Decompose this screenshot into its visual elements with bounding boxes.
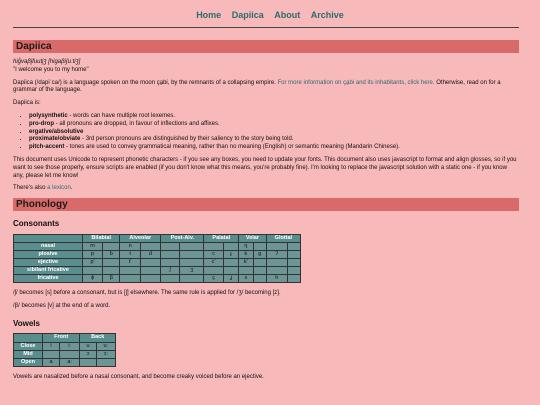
greeting-translation: "I welcome you to my home" xyxy=(13,66,89,73)
feature-term: polysynthetic xyxy=(29,112,68,119)
table-cell xyxy=(266,267,287,275)
table-cell xyxy=(180,250,204,258)
table-cell: ʝ xyxy=(223,275,238,283)
table-cell xyxy=(287,242,300,250)
table-cell xyxy=(80,358,96,366)
table-cell xyxy=(140,275,160,283)
table-cell: n xyxy=(120,242,140,250)
table-cell: c xyxy=(204,250,223,258)
row-header: fricative xyxy=(14,275,83,283)
table-cell xyxy=(223,258,238,266)
table-cell xyxy=(204,267,223,275)
table-cell: k xyxy=(239,250,254,258)
table-cell xyxy=(161,275,180,283)
table-cell: cʼ xyxy=(204,258,223,266)
feature-desc: - words can have multiple root lexemes. xyxy=(67,112,176,119)
column-header: Velar xyxy=(239,234,267,242)
feature-term: ergative/absolutive xyxy=(29,128,84,135)
row-header: sibilant fricative xyxy=(14,267,83,275)
lexicon-line xyxy=(13,185,519,193)
table-cell xyxy=(223,267,238,275)
table-cell: ɸ xyxy=(83,275,103,283)
feature-desc: - all pronouns are dropped, in favour of inflections and affixes. xyxy=(54,120,220,127)
table-cell: ŋ xyxy=(239,242,254,250)
column-header: Post-Alv. xyxy=(161,234,204,242)
table-cell xyxy=(161,258,180,266)
table-cell xyxy=(253,275,266,283)
nav-divider xyxy=(13,27,519,28)
table-cell: ʒ xyxy=(180,267,204,275)
table-cell: β xyxy=(103,275,120,283)
table-cell xyxy=(161,242,180,250)
table-row xyxy=(14,342,116,350)
column-header: Glottal xyxy=(266,234,300,242)
table-cell: t xyxy=(120,250,140,258)
table-cell: ʔ xyxy=(266,250,287,258)
table-cell xyxy=(180,275,204,283)
vowels-heading: Vowels xyxy=(13,318,40,328)
table-cell: b xyxy=(103,250,120,258)
column-header xyxy=(14,334,43,342)
feature-term: pitch-accent xyxy=(29,144,65,151)
consonant-table xyxy=(13,234,301,284)
row-header: Open xyxy=(14,358,43,366)
table-cell xyxy=(287,250,300,258)
nav-dapiica[interactable]: Dapiica xyxy=(231,10,264,20)
greeting xyxy=(13,59,519,75)
lexicon-pre: There's also xyxy=(13,185,48,192)
is-label: Dapiica is: xyxy=(13,100,41,107)
row-header: Close xyxy=(14,342,43,350)
column-header: Back xyxy=(80,334,116,342)
column-header: Palatal xyxy=(204,234,239,242)
table-cell: p xyxy=(83,250,103,258)
section-heading-phonology: Phonology xyxy=(13,198,519,211)
table-cell xyxy=(253,242,266,250)
table-cell: d xyxy=(140,250,160,258)
row-header: plosive xyxy=(14,250,83,258)
table-cell: ç xyxy=(204,275,223,283)
column-header: Front xyxy=(43,334,80,342)
table-cell xyxy=(239,267,254,275)
table-cell xyxy=(287,258,300,266)
table-cell xyxy=(204,242,223,250)
vowel-table xyxy=(13,333,116,367)
table-cell xyxy=(266,242,287,250)
table-cell xyxy=(140,242,160,250)
table-header-row xyxy=(14,334,116,342)
table-cell: a xyxy=(43,358,60,366)
table-cell: ɔ xyxy=(80,350,96,358)
list-item xyxy=(29,113,519,121)
table-cell: aː xyxy=(60,358,80,366)
feature-term: proximate/obviate xyxy=(29,136,81,143)
nav-home[interactable]: Home xyxy=(196,10,222,20)
rule-beta: /β/ becomes [v] at the end of a word. xyxy=(13,303,111,310)
table-cell xyxy=(120,275,140,283)
list-item xyxy=(29,144,519,152)
table-row xyxy=(14,350,116,358)
table-cell xyxy=(253,267,266,275)
table-cell xyxy=(180,242,204,250)
table-row xyxy=(14,358,116,366)
column-header: Alveolar xyxy=(120,234,161,242)
table-cell: u xyxy=(80,342,96,350)
intro-tail: Otherwise, read on for a grammar of the language. xyxy=(13,79,501,94)
table-cell xyxy=(120,267,140,275)
table-cell: iː xyxy=(60,342,80,350)
top-nav xyxy=(0,10,540,22)
table-row xyxy=(14,242,301,250)
intro-paragraph xyxy=(13,80,519,96)
table-cell xyxy=(253,258,266,266)
table-cell xyxy=(140,267,160,275)
table-cell: h xyxy=(266,275,287,283)
table-cell xyxy=(103,258,120,266)
column-header: Bilabial xyxy=(83,234,120,242)
table-cell xyxy=(287,275,300,283)
row-header: ejective xyxy=(14,258,83,266)
list-item xyxy=(29,136,519,144)
row-header: nasal xyxy=(14,242,83,250)
list-item xyxy=(29,121,519,129)
table-row xyxy=(14,250,301,258)
table-cell: ɔː xyxy=(96,350,115,358)
table-cell: kʼ xyxy=(239,258,254,266)
lexicon-post: . xyxy=(70,185,73,192)
table-cell: uː xyxy=(96,342,115,350)
table-header-row xyxy=(14,234,301,242)
feature-desc: - 3rd person pronouns are distinguished by their saliency to the story being told. xyxy=(80,136,294,143)
more-info-link[interactable]: For more information on ça̱bi and its inhabitants, click here. xyxy=(277,79,435,86)
nav-archive[interactable]: Archive xyxy=(310,10,344,20)
table-cell: pʼ xyxy=(83,258,103,266)
rule-sh: /ʃ/ becomes [s] before a consonant, but is [ʃ] elsewhere. The same rule is applied for /ʒ/ becoming [z]. xyxy=(13,290,281,297)
feature-list xyxy=(13,113,519,152)
unicode-note: This document uses Unicode to represent phonetic characters - if you see any boxes, you need to update your fonts. This document also uses javascript to format and align glosses, so if you want to see those properly, ensure scripts are enabled (if you don't know what this means, you're probably fine). I'm looking to replace the javascript solution with a static one - if you know any, please let me know! xyxy=(13,156,517,179)
table-cell xyxy=(43,350,60,358)
table-cell: m xyxy=(83,242,103,250)
table-cell xyxy=(266,258,287,266)
section-heading-dapiica: Dapiica xyxy=(13,40,519,53)
table-cell xyxy=(60,350,80,358)
list-item xyxy=(29,129,519,137)
table-cell: i xyxy=(43,342,60,350)
vowel-note: Vowels are nasalized before a nasal consonant, and become creaky voiced before an ejective. xyxy=(13,373,264,380)
table-row xyxy=(14,275,301,283)
table-cell: tʼ xyxy=(120,258,140,266)
lexicon-link[interactable]: a lexicon xyxy=(47,185,71,192)
table-cell: x xyxy=(239,275,254,283)
table-cell xyxy=(103,267,120,275)
table-cell xyxy=(96,358,115,366)
feature-desc: - tones are used to convey grammatical meaning, rather than no meaning (English) or semantic meaning (Mandarin Chinese). xyxy=(64,144,400,151)
table-row xyxy=(14,258,301,266)
table-row xyxy=(14,267,301,275)
feature-term: pro-drop xyxy=(29,120,54,127)
consonants-heading: Consonants xyxy=(13,219,60,229)
table-cell: ʃ xyxy=(161,267,180,275)
greeting-phonetic: hig̊vaβi̯fuuti̯ʒ [hiɡaβiʃuːtiʒ] xyxy=(13,59,81,65)
main-content xyxy=(13,40,519,387)
table-cell xyxy=(83,267,103,275)
table-cell xyxy=(180,258,204,266)
column-header xyxy=(14,234,83,242)
table-cell xyxy=(287,267,300,275)
table-cell xyxy=(140,258,160,266)
table-cell: g xyxy=(253,250,266,258)
row-header: Mid xyxy=(14,350,43,358)
intro-text: Dapiica (/dapiˈca/) is a language spoken on the moon ça̱bi, by the remnants of a collapsing empire. xyxy=(13,79,278,86)
table-cell xyxy=(223,242,238,250)
table-cell xyxy=(103,242,120,250)
table-cell: ɟ xyxy=(223,250,238,258)
table-cell xyxy=(161,250,180,258)
nav-about[interactable]: About xyxy=(274,10,301,20)
